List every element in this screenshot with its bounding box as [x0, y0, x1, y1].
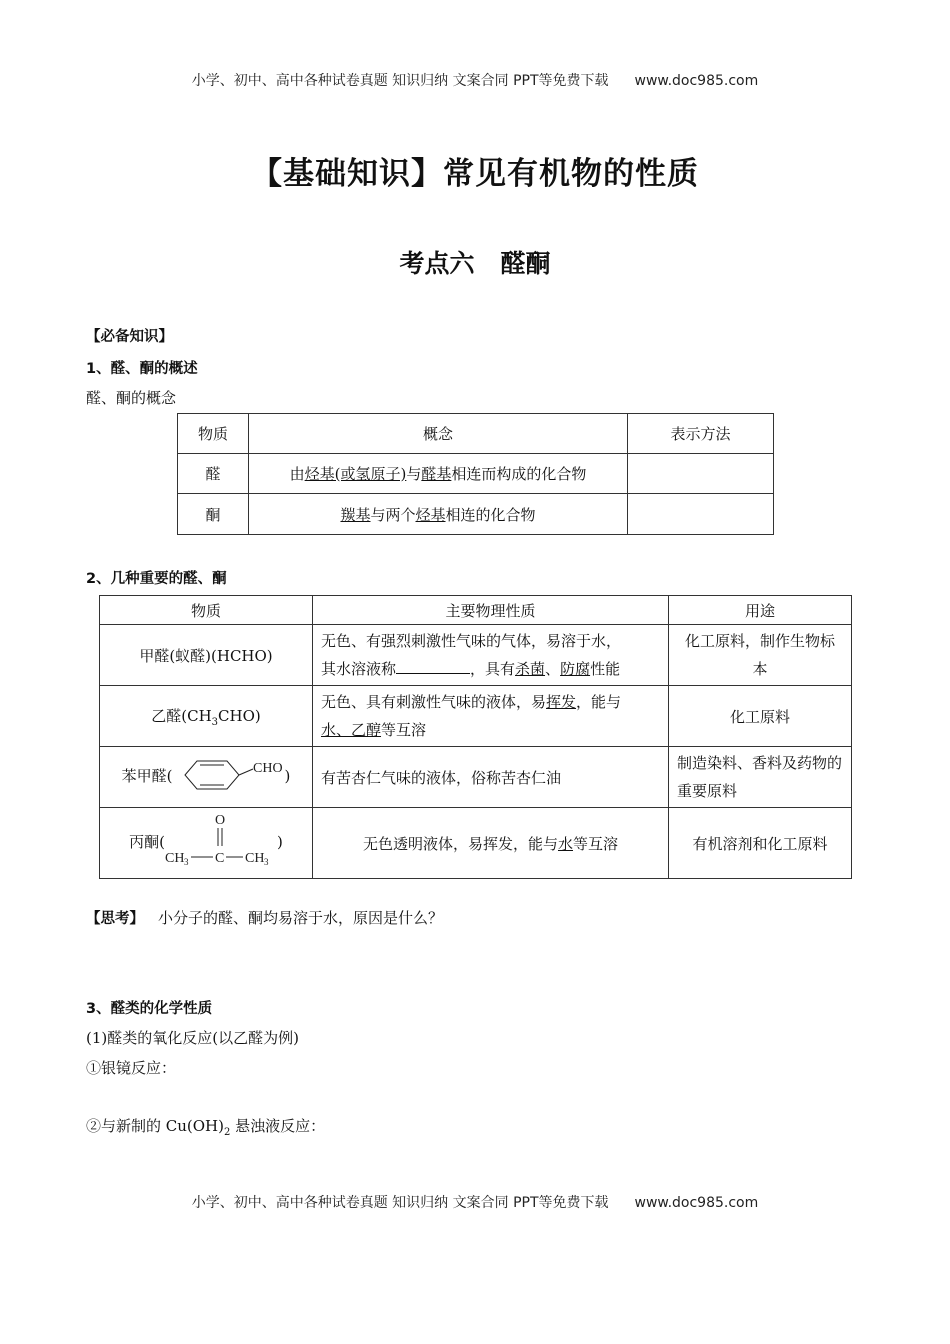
table-header-cell: 物质	[178, 414, 249, 454]
benzene-ring-icon	[173, 755, 285, 795]
table-cell	[313, 808, 669, 879]
subscript: 3	[211, 716, 219, 728]
svg-text:CH: CH	[245, 851, 265, 866]
think-block	[86, 907, 443, 928]
cell-text: 其水溶液称	[321, 660, 397, 678]
cell-text: 与	[406, 465, 422, 483]
section3-item2	[86, 1115, 325, 1138]
header-site[interactable]: www.doc985.com	[634, 73, 759, 89]
concept-table	[177, 413, 774, 535]
cell-text: ，具有	[470, 660, 516, 678]
table-header-row	[100, 596, 852, 625]
header-text: 小学、初中、高中各种试卷真题 知识归纳 文案合同 PPT等免费下载	[191, 73, 609, 89]
table-row	[100, 686, 852, 747]
table-cell: 有苦杏仁气味的液体，俗称苦杏仁油	[313, 747, 669, 808]
section3-item1: ①银镜反应：	[86, 1059, 177, 1077]
cell-text: ，能与	[576, 693, 622, 711]
cell-underlined: 水	[557, 834, 573, 853]
svg-text:3: 3	[264, 857, 269, 867]
cell-text: )	[277, 833, 283, 851]
cell-underlined: 防腐	[560, 660, 591, 678]
table-cell: 甲醛(蚁醛)(HCHO)	[100, 625, 313, 686]
cell-underlined: 水、乙醇	[321, 721, 382, 739]
table-header-cell: 主要物理性质	[313, 596, 669, 625]
svg-text:O: O	[215, 813, 226, 828]
cell-text: 与两个	[370, 505, 416, 524]
table-cell: 有机溶剂和化工原料	[669, 808, 852, 879]
footer-site[interactable]: www.doc985.com	[634, 1195, 759, 1211]
table-header-row	[178, 414, 774, 454]
think-label: 【思考】	[86, 911, 144, 927]
aldehyde-group-label: CHO	[252, 761, 283, 776]
svg-text:3: 3	[184, 857, 189, 867]
cell-text: 相连的化合物	[445, 505, 536, 524]
table-cell	[100, 747, 313, 808]
cell-underlined: 烃基	[415, 505, 446, 524]
section3-heading: 3、醛类的化学性质	[86, 1001, 213, 1017]
acetone-formula-icon	[165, 810, 277, 872]
table-row	[178, 494, 774, 535]
cell-text: 性能	[590, 660, 621, 678]
table-cell: 制造染料、香料及药物的重要原料	[669, 747, 852, 808]
table-cell	[100, 686, 313, 747]
cell-text: 等互溶	[573, 834, 619, 853]
table-cell	[628, 454, 774, 494]
subscript: 2	[224, 1127, 231, 1138]
svg-text:C: C	[215, 851, 225, 866]
cell-text: 乙醛(CH	[151, 706, 212, 725]
table-cell	[100, 808, 313, 879]
page-title: 【基础知识】常见有机物的性质	[251, 156, 699, 192]
acetone-structure	[165, 810, 277, 876]
cell-text: 无色、有强烈刺激性气味的气体，易溶于水，	[321, 632, 622, 650]
table-row	[100, 747, 852, 808]
subtitle-part2: 醛酮	[500, 249, 551, 278]
cell-text: 、	[545, 660, 561, 678]
cell-text: 苯甲醛(	[121, 767, 173, 785]
table-header-cell: 物质	[100, 596, 313, 625]
cell-text: 丙酮(	[129, 833, 165, 851]
cell-text: 相连而构成的化合物	[451, 465, 587, 483]
section2-heading: 2、几种重要的醛、酮	[86, 571, 227, 587]
cell-text: )	[284, 767, 291, 785]
section1-intro: 醛、酮的概念	[86, 389, 177, 407]
section-required-heading: 【必备知识】	[86, 329, 173, 345]
table-header-cell: 用途	[669, 596, 852, 625]
cell-text: 由	[289, 465, 305, 483]
table-row	[178, 454, 774, 494]
table-cell: 化工原料，制作生物标本	[669, 625, 852, 686]
page-header	[0, 70, 950, 90]
footer-text: 小学、初中、高中各种试卷真题 知识归纳 文案合同 PPT等免费下载	[191, 1195, 609, 1211]
cell-underlined: 杀菌	[515, 660, 546, 678]
cell-text: 等互溶	[381, 721, 427, 739]
cell-underlined: 醛基	[421, 465, 452, 483]
cell-underlined: 烃基(或氢原子)	[304, 465, 407, 483]
svg-text:CH: CH	[165, 851, 185, 866]
benzaldehyde-structure	[173, 755, 285, 799]
table-cell	[249, 454, 628, 494]
table-cell	[249, 494, 628, 535]
table-row	[100, 808, 852, 879]
cell-text: 无色、具有刺激性气味的液体，易	[321, 693, 547, 711]
item2-text: 悬浊液反应：	[230, 1117, 326, 1135]
item2-text: ②与新制的 Cu(OH)	[86, 1117, 224, 1135]
cell-text: 无色透明液体，易挥发，能与	[362, 834, 558, 853]
table-cell: 醛	[178, 454, 249, 494]
table-cell	[313, 686, 669, 747]
page-subtitle	[0, 244, 950, 280]
aldehyde-ketone-table	[99, 595, 852, 879]
cell-text: CHO)	[218, 706, 261, 725]
table-cell: 酮	[178, 494, 249, 535]
page-footer	[0, 1192, 950, 1212]
table-cell	[628, 494, 774, 535]
table-header-cell: 表示方法	[628, 414, 774, 454]
table-cell: 化工原料	[669, 686, 852, 747]
section3-sub1: (1)醛类的氧化反应(以乙醛为例)	[86, 1029, 299, 1047]
table-row	[100, 625, 852, 686]
fill-in-blank[interactable]	[396, 659, 470, 674]
section1-heading: 1、醛、酮的概述	[86, 361, 198, 377]
cell-underlined: 羰基	[340, 505, 371, 524]
table-header-cell: 概念	[249, 414, 628, 454]
table-cell	[313, 625, 669, 686]
subtitle-part1: 考点六	[399, 249, 475, 278]
think-question: 小分子的醛、酮均易溶于水，原因是什么？	[158, 909, 444, 927]
cell-underlined: 挥发	[546, 693, 577, 711]
